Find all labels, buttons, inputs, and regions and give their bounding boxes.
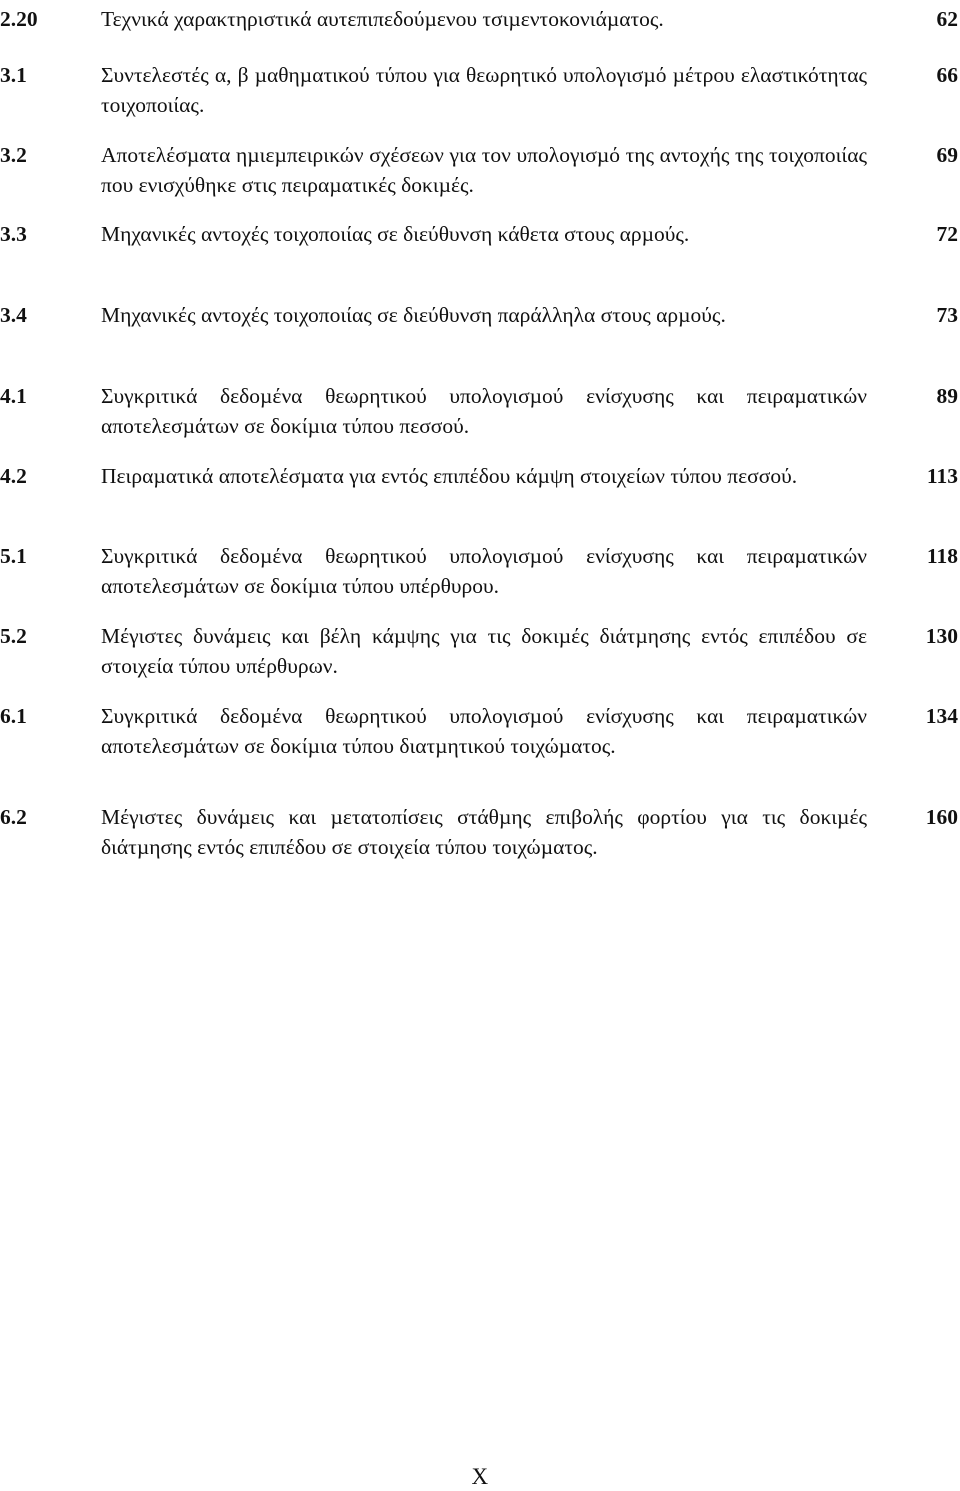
entry-page: 160 xyxy=(925,805,958,829)
entry-page: 69 xyxy=(936,143,958,167)
entry-title: Συγκριτικά δεδοµένα θεωρητικού υπολογισµού ενίσχυσης και πειραµατικών αποτελεσµάτων σε δοκίµια τύπου πεσσού. xyxy=(101,384,867,438)
entry-page: 66 xyxy=(936,63,958,87)
entry-title: Μηχανικές αντοχές τοιχοποιίας σε διεύθυνση κάθετα στους αρµούς. xyxy=(101,222,690,246)
entry-number: 3.3 xyxy=(0,222,27,246)
entry-page: 130 xyxy=(925,624,958,648)
entry-title: Μέγιστες δυνάµεις και βέλη κάµψης για τις δοκιµές διάτµησης εντός επιπέδου σε στοιχεία τύπου υπέρθυρων. xyxy=(101,624,867,678)
entry-number: 5.2 xyxy=(0,624,27,648)
entry-page: 89 xyxy=(936,384,958,408)
entry-number: 4.1 xyxy=(0,384,27,408)
entry-number: 3.4 xyxy=(0,303,27,327)
entry-title: Αποτελέσµατα ηµιεµπειρικών σχέσεων για τον υπολογισµό της αντοχής της τοιχοποιίας που ενισχύθηκε στις πειραµατικές δοκιµές. xyxy=(101,143,867,197)
entry-number: 2.20 xyxy=(0,7,38,31)
entry-number: 3.2 xyxy=(0,143,27,167)
entry-title: Συντελεστές α, β µαθηµατικού τύπου για θεωρητικό υπολογισµό µέτρου ελαστικότητας τοιχοποιίας. xyxy=(101,63,867,117)
entry-number: 4.2 xyxy=(0,464,27,488)
entry-title: Συγκριτικά δεδοµένα θεωρητικού υπολογισµού ενίσχυσης και πειραµατικών αποτελεσµάτων σε δοκίµια τύπου υπέρθυρου. xyxy=(101,544,867,598)
page-numeral: X xyxy=(471,1464,489,1489)
entry-page: 62 xyxy=(936,7,958,31)
entry-number: 5.1 xyxy=(0,544,27,568)
entry-title: Τεχνικά χαρακτηριστικά αυτεπιπεδούµενου τσιµεντοκονιάµατος. xyxy=(101,7,664,31)
entry-title: Συγκριτικά δεδοµένα θεωρητικού υπολογισµού ενίσχυσης και πειραµατικών αποτελεσµάτων σε δοκίµια τύπου διατµητικού τοιχώµατος. xyxy=(101,704,867,758)
entry-number: 3.1 xyxy=(0,63,27,87)
entry-number: 6.1 xyxy=(0,704,27,728)
entry-page: 73 xyxy=(936,303,958,327)
entry-page: 118 xyxy=(926,544,958,568)
entry-page: 72 xyxy=(936,222,958,246)
entry-page: 134 xyxy=(925,704,958,728)
entry-title: Μηχανικές αντοχές τοιχοποιίας σε διεύθυνση παράλληλα στους αρµούς. xyxy=(101,303,726,327)
entry-number: 6.2 xyxy=(0,805,27,829)
entry-page: 113 xyxy=(926,464,958,488)
entry-title: Μέγιστες δυνάµεις και µετατοπίσεις στάθµης επιβολής φορτίου για τις δοκιµές διάτµησης εντός επιπέδου σε στοιχεία τύπου τοιχώµατος. xyxy=(101,805,867,859)
entry-title: Πειραµατικά αποτελέσµατα για εντός επιπέδου κάµψη στοιχείων τύπου πεσσού. xyxy=(101,464,798,488)
